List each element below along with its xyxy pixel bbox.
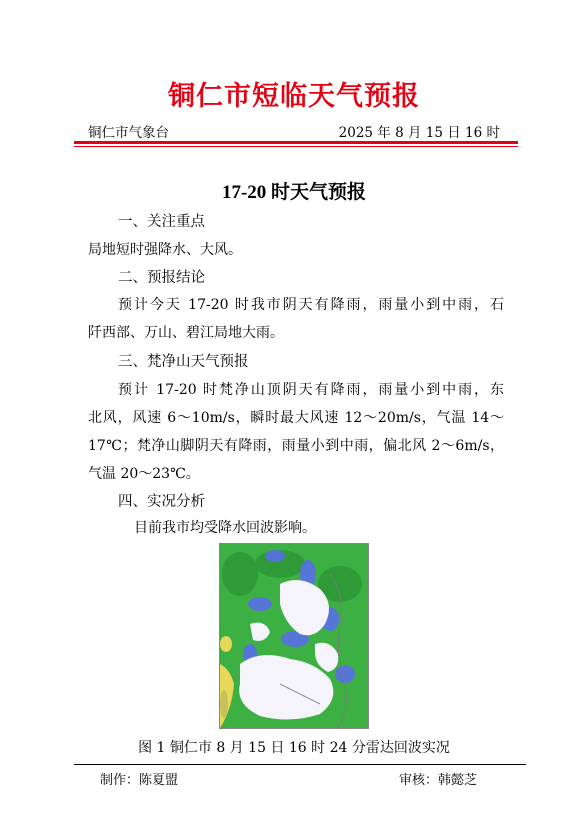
section-focus-line: 局地短时强降水、大风。 [88, 242, 242, 258]
section-fanjing-line: 北风，风速 6～10m/s，瞬时最大风速 12～20m/s，气温 14～ [88, 410, 504, 426]
footer-divider [74, 764, 526, 765]
document-title: 铜仁市短临天气预报 [168, 81, 420, 112]
maker-label: 制作：陈夏盟 [100, 773, 179, 788]
section-analysis-heading: 四、实况分析 [118, 494, 205, 510]
radar-echo-map [219, 543, 369, 729]
forecast-title: 17-20 时天气预报 [221, 182, 367, 203]
reviewer-label: 审核：韩懿芝 [399, 773, 478, 788]
section-fanjing-line: 预计 17-20 时梵净山顶阴天有降雨，雨量小到中雨，东 [118, 382, 504, 398]
section-analysis-line: 目前我市均受降水回波影响。 [134, 520, 316, 536]
figure-caption: 图 1 铜仁市 8 月 15 日 16 时 24 分雷达回波实况 [138, 740, 450, 756]
section-fanjing-line: 气温 20～23℃。 [88, 466, 200, 482]
section-fanjing-line: 17℃；梵净山脚阴天有降雨，雨量小到中雨，偏北风 2～6m/s， [88, 438, 504, 454]
radar-image [220, 544, 368, 728]
header-divider-thin [74, 146, 518, 147]
issuer-label: 铜仁市气象台 [88, 125, 169, 141]
section-focus-heading: 一、关注重点 [118, 214, 205, 230]
header-divider-thick [74, 141, 518, 144]
section-conclusion-line: 阡西部、万山、碧江局地大雨。 [88, 325, 284, 341]
section-fanjing-heading: 三、梵净山天气预报 [118, 354, 249, 370]
section-conclusion-line: 预计今天 17-20 时我市阴天有降雨，雨量小到中雨，石 [118, 297, 504, 313]
issue-time: 2025 年 8 月 15 日 16 时 [338, 125, 500, 141]
section-conclusion-heading: 二、预报结论 [118, 270, 205, 286]
